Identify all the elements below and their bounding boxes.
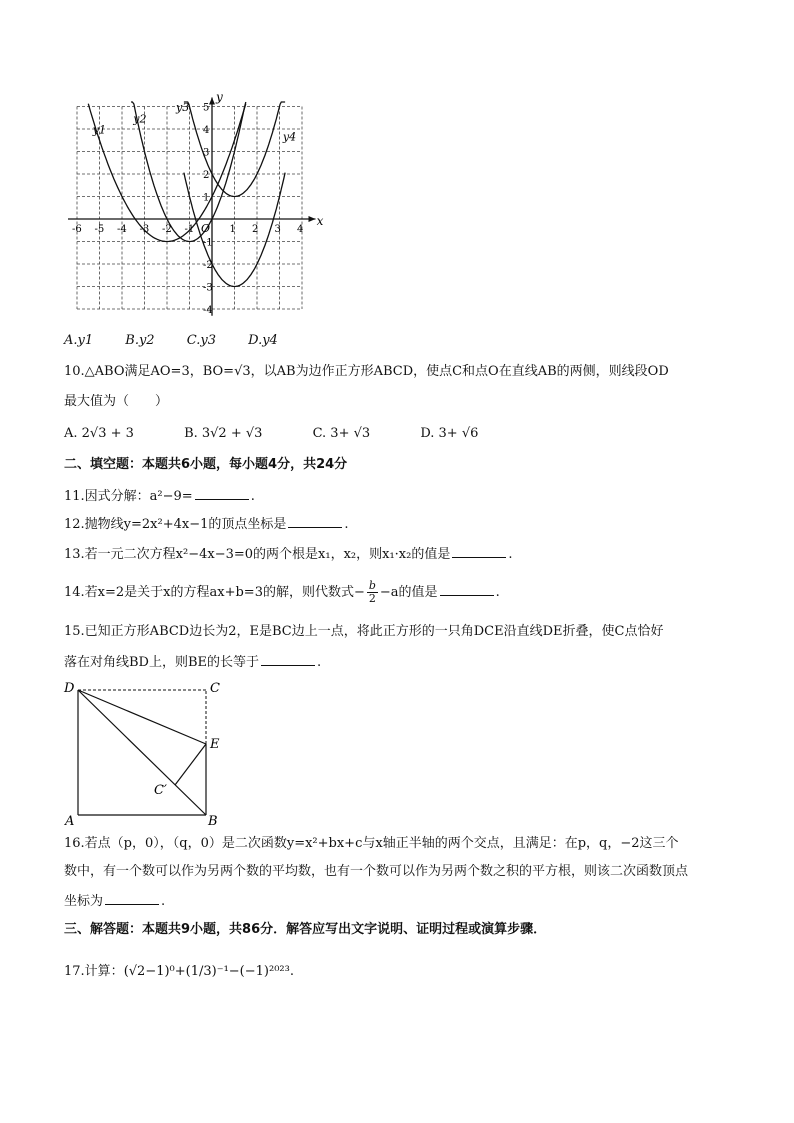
x-tick-label: -4 — [117, 224, 127, 235]
q16-line2: 数中，有一个数可以作为另两个数的平均数，也有一个数可以作为另两个数之积的平方根，则该二次函数顶点 — [64, 864, 689, 879]
x-tick-label: -3 — [139, 224, 150, 235]
q15-answer-blank[interactable] — [261, 651, 315, 666]
q10-option-a[interactable]: A. 2√3 + 3 — [64, 426, 134, 441]
label-e: E — [210, 737, 220, 752]
y-tick-label: 1 — [203, 192, 210, 204]
q13-period: . — [508, 547, 513, 562]
q16-line3-wrap — [64, 890, 165, 912]
q15-line1: 15.已知正方形ABCD边长为2，E是BC边上一点，将此正方形的一只角DCE沿直线DE折叠，使C点恰好 — [64, 624, 664, 639]
q14-fraction — [367, 580, 378, 605]
origin-label: O — [201, 222, 211, 235]
x-tick-label: -6 — [72, 224, 82, 235]
q17 — [64, 962, 294, 982]
x-tick-label: -2 — [162, 224, 172, 235]
q14-period: . — [495, 585, 500, 600]
curve-label-y2: y2 — [133, 112, 147, 126]
q14-fraction-denominator: 2 — [368, 592, 376, 605]
graph-grid — [77, 107, 302, 310]
parabola-graph — [62, 89, 324, 320]
x-tick-label: 1 — [229, 224, 236, 235]
q10-option-c[interactable]: C. 3+ √3 — [312, 426, 371, 441]
q14-text-b: −a的值是 — [379, 585, 438, 600]
square-figure — [60, 678, 240, 828]
q11 — [64, 485, 255, 507]
graph-curves — [88, 102, 285, 287]
curve-label-y1: y1 — [92, 123, 106, 137]
segment-c1e — [175, 744, 206, 785]
q13-answer-blank[interactable] — [452, 543, 506, 558]
x-axis-label: x — [316, 214, 324, 228]
x-tick-label: 4 — [297, 224, 304, 235]
fold-line-de — [78, 690, 206, 744]
section-3-heading: 三、解答题：本题共9小题，共86分．解答应写出文字说明、证明过程或演算步骤． — [64, 922, 547, 937]
q12-text: 12.抛物线y=2x²+4x−1的顶点坐标是 — [64, 517, 287, 532]
q9-options — [64, 331, 306, 351]
q16-answer-blank[interactable] — [105, 890, 159, 905]
q9-option-b[interactable]: B.y2 — [125, 333, 155, 348]
label-b: B — [208, 814, 218, 829]
q10-options — [64, 424, 506, 444]
q11-period: . — [250, 489, 255, 504]
curve-y2 — [131, 102, 246, 242]
x-tick-label: 2 — [252, 224, 259, 235]
curve-label-y4: y4 — [282, 130, 297, 144]
y-tick-label: -1 — [203, 237, 213, 249]
y-axis-label: y — [216, 89, 223, 104]
q9-option-d[interactable]: D.y4 — [248, 333, 278, 348]
q14-fraction-numerator: b — [368, 579, 376, 592]
x-axis-arrow — [309, 216, 316, 222]
q14-text-a: 14.若x=2是关于x的方程ax+b=3的解，则代数式− — [64, 585, 365, 600]
q12-answer-blank[interactable] — [288, 513, 342, 528]
curve-label-y3: y3 — [176, 101, 190, 114]
y-tick-label: 4 — [203, 125, 210, 136]
y-tick-label: 5 — [203, 102, 210, 114]
y-tick-label: -2 — [203, 260, 213, 271]
q9-option-c[interactable]: C.y3 — [186, 333, 216, 348]
label-c: C — [210, 681, 220, 696]
q12 — [64, 513, 349, 535]
q15-line2-wrap — [64, 651, 321, 673]
q9-option-a[interactable]: A.y1 — [64, 333, 94, 348]
graph-labels — [72, 90, 324, 316]
q15-period: . — [317, 655, 322, 670]
x-tick-label: 3 — [274, 224, 281, 235]
q16-period: . — [161, 894, 166, 909]
label-d: D — [64, 681, 75, 696]
x-tick-label: -1 — [184, 224, 195, 235]
q11-answer-blank[interactable] — [195, 485, 249, 500]
y-tick-label: -4 — [203, 305, 213, 316]
y-axis-arrow — [209, 98, 215, 105]
q14 — [64, 580, 500, 605]
label-a: A — [65, 814, 75, 829]
section-2-heading: 二、填空题：本题共6小题，每小题4分，共24分 — [64, 457, 348, 472]
q10-option-b[interactable]: B. 3√2 + √3 — [184, 426, 263, 441]
q12-period: . — [344, 517, 349, 532]
diagonal-db — [78, 690, 206, 815]
label-c-prime: C′ — [154, 783, 167, 798]
q10-line1: 10.△ABO满足AO=3，BO=√3，以AB为边作正方形ABCD，使点C和点O在直线AB的两侧，则线段OD — [64, 364, 669, 379]
q11-text: 11.因式分解：a²−9= — [64, 489, 193, 504]
q10-line2: 最大值为（ ） — [64, 394, 169, 409]
y-tick-label: 2 — [203, 170, 210, 181]
q14-answer-blank[interactable] — [440, 581, 494, 596]
q13-text: 13.若一元二次方程x²−4x−3=0的两个根是x₁，x₂，则x₁·x₂的值是 — [64, 547, 451, 562]
x-tick-label: -5 — [94, 224, 105, 235]
q10-option-d[interactable]: D. 3+ √6 — [420, 426, 479, 441]
q13 — [64, 543, 513, 565]
q15-line2: 落在对角线BD上，则BE的长等于 — [64, 655, 260, 670]
q16-line1: 16.若点（p，0），（q，0）是二次函数y=x²+bx+c与x轴正半轴的两个交点，且满足：在p，q，−2这三个 — [64, 836, 679, 851]
q17-expression: (√2−1)⁰+(1/3)⁻¹−(−1)²⁰²³. — [123, 964, 294, 979]
q16-line3: 坐标为 — [64, 894, 104, 909]
y-tick-label: -3 — [203, 282, 213, 294]
q17-prefix: 17.计算： — [64, 964, 124, 979]
y-tick-label: 3 — [203, 147, 210, 159]
